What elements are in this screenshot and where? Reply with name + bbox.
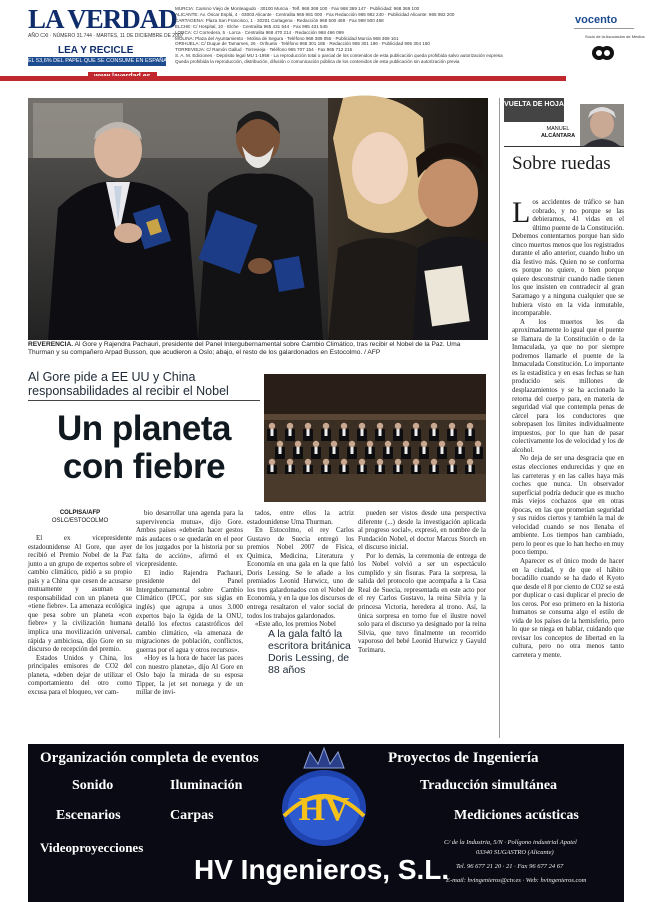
office-line: LORCA: C/ Corredera, 5 · Lorca · Centralita 968 470 214 · Redacción 968 466 099 xyxy=(175,29,344,35)
office-line: TORREVIEJA: C/ Ramón Gallud · Torrevieja · Teléfono 965 707 154 · Fax 965 712 215 xyxy=(175,47,353,53)
crowd-figure-shirt xyxy=(459,447,462,454)
crowd-figure-shirt xyxy=(325,429,328,436)
ad-email[interactable]: E-mail: hvingenieros@ctv.es · Web: hvingenieros.com xyxy=(446,877,587,884)
crowd-figure-shirt xyxy=(361,465,364,472)
stockholm-gala-photo xyxy=(264,374,486,502)
crowd-figure-shirt xyxy=(451,465,454,472)
ad-service: Traducción simultánea xyxy=(420,778,558,793)
caption-label: REVERENCIA. xyxy=(28,341,74,348)
socio-label: Socio de la Asociación de Medios xyxy=(585,34,645,39)
photo-caption xyxy=(28,341,488,357)
crowd-figure-head xyxy=(467,423,473,429)
crowd-figure-shirt xyxy=(325,465,328,472)
paragraph: tados, entre ellos la actriz estadounidense Uma Thurman. xyxy=(247,510,354,526)
office-line: ELCHE: C/ Hospital, 10 · Elche · Centralita 965 431 544 · Fax 965 431 545 xyxy=(175,23,328,29)
office-line: MOLINA: Plaza del Ayuntamiento · Molina de Segura · Teléfono 968 389 055 · Publicidad Murcia 968 369 161 xyxy=(175,35,399,41)
office-line: MURCIA: Camino Viejo de Monteagudo · 30100 Murcia · Telf. 968 369 100 · Fax 968 369 147 · Publicidad: 968 369 100 xyxy=(175,6,420,11)
pull-quote: A la gala faltó la escritora británica Doris Lessing, de 88 años xyxy=(268,628,351,676)
story-column-3 xyxy=(247,510,354,629)
crowd-figure-shirt xyxy=(397,429,400,436)
ad-service: Sonido xyxy=(72,778,114,793)
ad-address: C/ de la Industria, 5/N · Polígono industrial Apatel xyxy=(444,839,577,846)
crowd-figure-head xyxy=(313,441,319,447)
divider xyxy=(504,146,624,147)
ad-phone: Tel. 96 677 21 20 · 21 · Fax 96 677 24 67 xyxy=(456,863,564,870)
opinion-column-body xyxy=(512,196,624,729)
ad-address: 03340 SUGASTRO (Alicante) xyxy=(476,849,554,856)
crowd-figure-head xyxy=(331,441,337,447)
divider xyxy=(28,400,260,401)
byline-agency: COLPISA/AFP xyxy=(59,510,101,516)
story-column-2 xyxy=(136,510,243,735)
caption-text: Al Gore y Rajendra Pachauri, presidente del Panel Intergubernamental sobre Cambio Climático, tras recibir el Nobel de la Paz. Uma Thurman y su compañero Arpad Busson, que acudieron a Oslo; abajo, el resto de los galardonados en Estocolmo. / AFP xyxy=(28,341,461,357)
crowd-figure-shirt xyxy=(315,447,318,454)
ad-service: Carpas xyxy=(170,808,214,823)
crowd-figure-head xyxy=(349,441,355,447)
crowd-figure-shirt xyxy=(307,429,310,436)
crowd-figure-shirt xyxy=(333,447,336,454)
hv-crown-logo-icon xyxy=(274,746,374,850)
crowd-figure-head xyxy=(367,441,373,447)
crowd-figure-shirt xyxy=(297,447,300,454)
crowd-figure-head xyxy=(305,423,311,429)
crowd-figure-shirt xyxy=(369,447,372,454)
crowd-figure-head xyxy=(421,441,427,447)
crowd-figure-head xyxy=(287,423,293,429)
section-tag: VUELTA DE HOJA xyxy=(504,98,564,122)
paragraph: «Hoy es la hora de hacer las paces con nuestro planeta», dijo Al Gore en Oslo bajo la mirada de su esposa Tipper, la jet set noruega y de un millar de invi- xyxy=(136,655,243,697)
crowd-figure-shirt xyxy=(351,447,354,454)
crowd-figure-shirt xyxy=(477,447,480,454)
byline-place: OSLC/ESTOCOLMO xyxy=(51,518,109,524)
crowd-figure-head xyxy=(431,459,437,465)
gala-photo xyxy=(264,374,486,502)
author-portrait xyxy=(580,104,624,146)
crowd-figure-head xyxy=(287,459,293,465)
ad-service: Iluminación xyxy=(170,778,243,793)
crowd-figure-head xyxy=(269,423,275,429)
ad-line: Organización completa de eventos xyxy=(40,750,259,766)
paragraph: El ex vicepresidente estadounidense Al Gore, que ayer recibió el Premio Nobel de la Paz junto a un grupo de expertos sobre el cambio climático, pidió a su propio país y a China que cesen de acusarse mutuamente y asuman su responsabilidad con un planeta que «tiene fiebre». La amenaza ecológica que pesa sobre un planeta «con fiebre» y la civilización humana implica una movilización universal, rápida y ambiciosa, dijo Gore en su discurso de recepción del premio. xyxy=(28,535,132,654)
crowd-figure-head xyxy=(413,459,419,465)
vocento-logo: vocento xyxy=(575,14,618,26)
crowd-figure-head xyxy=(439,441,445,447)
crowd-figure-head xyxy=(277,441,283,447)
drop-cap: L xyxy=(512,196,531,229)
crowd-figure-shirt xyxy=(271,465,274,472)
crowd-figure-head xyxy=(359,423,365,429)
paragraph: En Estocolmo, el rey Carlos Gustavo de Suecia entregó los premios Nobel 2007 de Física, Química, Medicina, Literatura y Economía en una gala en la que faltó Doris Lessing. Se le añade a los premiados Leonid Hurwicz, uno de los tres galardonados con el Nobel de Economía, y en la que los discursos de entrega resaltaron el valor social de todos los trabajos galardonados. xyxy=(247,527,354,620)
crowd-figure-head xyxy=(395,459,401,465)
office-line: S. A. M. Ediciones · Depósito legal MU 1-1958 · La reproducción total o parcial de los contenidos de esta publicación queda prohibida salvo autorización expresa xyxy=(175,53,503,59)
paragraph: Estados Unidos y China, los principales emisores de CO2 del planeta, «deben dejar de utilizar el comportamiento del otro como excusa para el bloqueo, ver cam- xyxy=(28,654,132,696)
office-line: Queda prohibida la reproducción, distribución, difusión o comunicación pública de los contenidos de esta publicación sin autorización previa xyxy=(175,59,460,65)
nobel-ceremony-photo xyxy=(28,98,488,340)
crowd-figure-shirt xyxy=(307,465,310,472)
association-logo-icon xyxy=(590,42,616,64)
story-kicker: Al Gore pide a EE UU y China responsabilidades al recibir el Nobel xyxy=(28,370,229,398)
crowd-figure-shirt xyxy=(279,447,282,454)
office-line: ORIHUELA: C/ Duque de Tamames, 26 · Orihuela · Teléfono 965 301 185 · Redacción 965 301 196 · Publicidad 965 304 150 xyxy=(175,41,430,47)
ad-service: Escenarios xyxy=(56,808,121,823)
paragraph: pueden ser vistos desde una perspectiva diferente (...) desde la investigación aplicada al progreso social», expresó, en nombre de la Fundación Nobel, el doctor Marcus Storch en el discurso inicial. xyxy=(358,510,486,552)
paragraph: bio desarrollar una agenda para la supervivencia mutua», dijo Gore. Ambos países «deberán hacer gestos más audaces o se quedarán en el peor de los juzgados por la historia por su falta de acción», afirmó el ex vicepresidente. xyxy=(136,510,243,569)
masthead xyxy=(0,0,650,80)
office-line: ALICANTE: Av. Óscar Esplá, 4 · 03003 Alicante · Centralita 965 981 000 · Fax Redacción 965 982 240 · Publicidad Alicante: 965 982 200 xyxy=(175,11,455,17)
column-divider xyxy=(499,98,500,738)
crowd-figure-head xyxy=(449,423,455,429)
crowd-figure-shirt xyxy=(343,429,346,436)
crowd-figure-shirt xyxy=(469,465,472,472)
crowd-figure-head xyxy=(341,459,347,465)
crowd-figure-shirt xyxy=(361,429,364,436)
advertisement xyxy=(28,744,624,902)
crowd-figure-head xyxy=(359,459,365,465)
ad-line: Proyectos de Ingeniería xyxy=(388,750,539,766)
main-photo xyxy=(28,98,488,340)
crowd-figure-shirt xyxy=(289,429,292,436)
column-title: Sobre ruedas xyxy=(512,153,611,174)
ad-brand: HV Ingenieros, S.L. xyxy=(194,854,450,885)
byline xyxy=(28,509,132,525)
paragraph: os accidentes de tráfico se han cobrado, y no porque se las debieramos, 41 vidas en el último puente de la Constitución. Debemos contentarnos porque han sido cinco muertos menos que los registrados durante el año anterior, cuando hubo un día festivo más. Quien no se conforma es porque no quiere, o bien porque quiere desconstruir cuando nadie tienen los que insisten en contradecir al gran Saramago y a ninguna cualquier que se hubiera visto en la vida inmutable, incomparable. xyxy=(512,199,624,318)
crowd-figure-shirt xyxy=(423,447,426,454)
edition-line: AÑO CXI · NÚMERO 31.744 · MARTES, 11 DE DICIEMBRE DE 2007 xyxy=(28,33,184,39)
crowd-figure-head xyxy=(403,441,409,447)
paragraph: «Este año, los premios Nobel xyxy=(255,621,336,629)
crowd-figure-head xyxy=(323,423,329,429)
crowd-figure-head xyxy=(305,459,311,465)
ad-service: Videoproyecciones xyxy=(40,840,144,855)
crowd-figure-head xyxy=(341,423,347,429)
crowd-figure-shirt xyxy=(441,447,444,454)
offices-block xyxy=(175,6,565,65)
crowd-figure-head xyxy=(449,459,455,465)
crowd-figure-head xyxy=(377,459,383,465)
recycle-banner xyxy=(28,45,210,69)
author-first-name: MANUEL xyxy=(546,126,570,132)
paragraph: Aparecer es el único modo de hacer en la ciudad, y de que el hábito bocadillo cuando se ha dado el Kyoto que desde el 8 por ciento de CO2 se está por duplicar o casi duplicar el precio de los ceros. Por eso primero en la historia humanos se consuma algo el estilo de vida de los países de la hemisferio, pero lo que se niega en hablar, cuidando que revisar los conceptos de libertad en la cultura, pero no otra menos tanto carretera y mente. xyxy=(512,557,624,659)
crowd-figure-shirt xyxy=(415,465,418,472)
author-last-name: ALCÁNTARA xyxy=(540,132,576,139)
divider xyxy=(574,28,634,29)
hv-logo-letters: HV xyxy=(298,791,350,828)
story-column-1 xyxy=(28,535,132,735)
crowd-figure-shirt xyxy=(387,447,390,454)
crowd-figure-shirt xyxy=(271,429,274,436)
crowd-figure-shirt xyxy=(433,429,436,436)
crowd-figure-shirt xyxy=(379,465,382,472)
paragraph: A los muertos les da aproximadamente lo igual que el puente se llamara de la Constitución o de la Inmaculada, ya que no por siempre podremos llamarle el puente de la Inmaculada Constitución. Lo importante es la estadística y en esas fechas se han producido seis millones de desplazamientos y se ha accionado la retorna del cuerpo para, en materia de seguridad vial que contempla penas de cárcel para los conductores que sobrepasen los límites individualmente impuestos, por lo que han de pasar colectivamente los de velocidad y los de alcohol. xyxy=(512,318,624,454)
paragraph: No deja de ser una desgracia que en estas elecciones endurecidas y que en las carreteras y en las calles haya más coches que nunca. Un observador superficial podría deducir que es mucho más viejos cochazos que en otras épocas, en las que prometían seguridad y sus ruidos ciertos y también la mal de velocidad cuando se nos llenaba el ambiente. Los tiempos han cambiado, pero lo peor es que lo han hecho en muy poco tiempo. xyxy=(512,455,624,557)
crowd-figure-shirt xyxy=(405,447,408,454)
crowd-figure-shirt xyxy=(415,429,418,436)
story-column-4 xyxy=(358,510,486,735)
crowd-figure-head xyxy=(395,423,401,429)
crowd-figure-head xyxy=(457,441,463,447)
recycle-title: LEA Y RECICLE xyxy=(58,45,134,56)
ad-service: Mediciones acústicas xyxy=(454,808,579,823)
crowd-figure-head xyxy=(467,459,473,465)
paragraph: Por lo demás, la ceremonia de entrega de los Nobel volvió a ser un espectáculo cumplido y sin fisuras. Para la sorpresa, la salida del protocolo que acompaña a la Casa Real de Suecia, representada en este acto por el rey Carlos Gustavo, la reina Silvia y la princesa Victoria, heredera al trono. Así, la única sorpresa en torno fue el ilustre novel solo para el discurso ya designado por la reina Silvia, que tuvo finalmente un recorrido vaporoso del bebé Leonid Hurwicz y Gayuld Torimaru. xyxy=(358,552,486,654)
newspaper-logo: LA VERDAD xyxy=(28,4,177,34)
crowd-figure-head xyxy=(377,423,383,429)
crowd-figure-shirt xyxy=(433,465,436,472)
crowd-figure-shirt xyxy=(397,465,400,472)
crowd-figure-head xyxy=(413,423,419,429)
crowd-figure-shirt xyxy=(379,429,382,436)
column-author xyxy=(538,126,578,139)
crowd-figure-head xyxy=(269,459,275,465)
recycle-strip: EL 53,6% DEL PAPEL QUE SE CONSUME EN ESPAÑA ES RECICLADO xyxy=(28,58,210,64)
crowd-figure-head xyxy=(385,441,391,447)
paragraph: El indio Rajendra Pachauri, presidente del Panel Intergubernamental sobre Cambio Climático (IPCC, por sus siglas en inglés) que agrupa a unos 3.000 expertos bajo la égida de la ONU, detalló los efectos catastróficos del cambio climático, «la amenaza de migraciones de población, conflictos, guerras por el agua y otros recursos». xyxy=(136,569,243,654)
crowd-figure-shirt xyxy=(451,429,454,436)
crowd-figure-head xyxy=(431,423,437,429)
story-headline: Un planeta con fiebre xyxy=(57,409,231,486)
crowd-figure-head xyxy=(475,441,481,447)
crowd-figure-head xyxy=(295,441,301,447)
crowd-figure-head xyxy=(323,459,329,465)
office-line: CARTAGENA: Plaza San Francisco, 1 · 30201 Cartagena · Redacción 968 500 469 · Fax 968 500 468 xyxy=(175,17,384,23)
author-photo xyxy=(580,104,624,146)
masthead-rule xyxy=(0,76,566,81)
crowd-figure-shirt xyxy=(343,465,346,472)
crowd-figure-shirt xyxy=(469,429,472,436)
crowd-figure-shirt xyxy=(289,465,292,472)
